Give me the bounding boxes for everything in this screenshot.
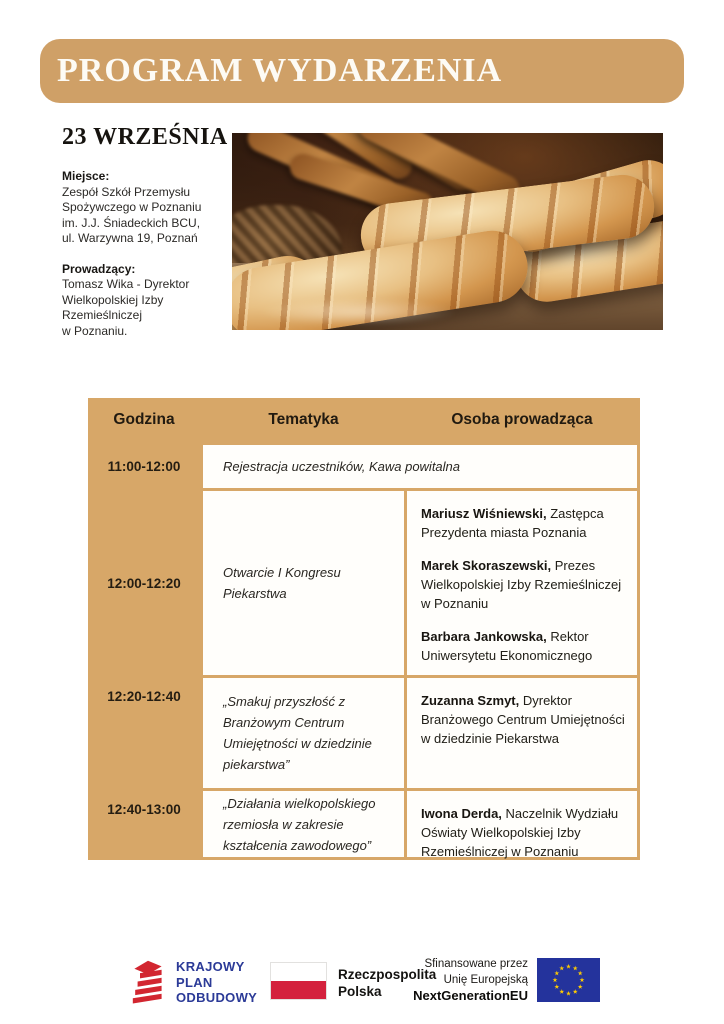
- speaker-entry: [421, 691, 625, 748]
- location-block: [62, 169, 234, 247]
- poland-line: Rzeczpospolita: [338, 967, 437, 982]
- eu-line: Unię Europejską: [443, 974, 528, 986]
- location-line: Zespół Szkół Przemysłu: [62, 184, 191, 199]
- kpo-line: KRAJOWY: [176, 959, 245, 974]
- kpo-logo-icon: [128, 956, 168, 1004]
- host-line: w Poznaniu.: [62, 323, 128, 338]
- speaker-entry: [421, 556, 625, 613]
- kpo-line: PLAN: [176, 974, 213, 990]
- poland-line: Polska: [338, 984, 382, 999]
- speaker-role: Dyrektor Branżowego Centrum Umiejętności w dziedzinie Piekarstwa: [421, 693, 625, 746]
- column-header-topic: Tematyka: [268, 411, 339, 428]
- location-line: Spożywczego w Poznaniu: [62, 200, 202, 214]
- eu-flag: [537, 958, 600, 1002]
- speaker-name: Zuzanna Szmyt,: [421, 693, 520, 708]
- speaker-role: Naczelnik Wydziału Oświaty Wielkopolskiej Izby Rzemieślniczej w Poznaniu: [421, 806, 619, 859]
- table-row-topic: Rejestracja uczestników, Kawa powitalna: [203, 445, 637, 488]
- column-header-time: Godzina: [113, 411, 175, 428]
- host-line: Tomasz Wika - Dyrektor: [62, 277, 190, 291]
- bread-photo: [232, 133, 663, 330]
- table-row-speakers: [407, 678, 637, 788]
- table-row-speakers: [407, 791, 637, 857]
- speaker-role: Rektor Uniwersytetu Ekonomicznego: [421, 629, 593, 663]
- table-row-time: 12:20-12:40: [107, 689, 181, 704]
- event-date: 23 WRZEŚNIA: [62, 124, 228, 150]
- speaker-name: Barbara Jankowska,: [421, 629, 547, 644]
- table-row-topic: Otwarcie I Kongresu Piekarstwa: [203, 491, 404, 675]
- speaker-entry: [421, 804, 625, 861]
- host-line: Rzemieślniczej: [62, 308, 143, 322]
- table-row-time: 12:40-13:00: [107, 802, 181, 817]
- header-banner: [40, 39, 684, 103]
- speaker-name: Mariusz Wiśniewski,: [421, 506, 547, 521]
- speaker-name: Marek Skoraszewski,: [421, 558, 552, 573]
- speaker-entry: [421, 627, 625, 665]
- event-info: [62, 124, 234, 354]
- kpo-line: ODBUDOWY: [176, 990, 258, 1005]
- location-line: im. J.J. Śniadeckich BCU,: [62, 215, 201, 230]
- host-label: Prowadzący:: [62, 261, 136, 276]
- table-row-topic: „Smakuj przyszłość z Branżowym Centrum Umiejętności w dziedzinie piekarstwa”: [203, 678, 404, 788]
- host-block: [62, 262, 234, 340]
- location-line: ul. Warzywna 19, Poznań: [62, 231, 198, 245]
- eu-funding-text: [360, 956, 528, 1004]
- eu-line: Sfinansowane przez: [424, 958, 528, 970]
- table-row-speakers: [407, 491, 637, 675]
- table-row-time: 12:00-12:20: [107, 575, 181, 591]
- flour-dust: [258, 298, 458, 326]
- page-title: PROGRAM WYDARZENIA: [57, 52, 503, 89]
- eu-line-nextgeneration: NextGenerationEU: [413, 988, 528, 1003]
- schedule-table: [88, 398, 640, 860]
- location-label: Miejsce:: [62, 169, 110, 183]
- speaker-role: Zastępca Prezydenta miasta Poznania: [421, 506, 604, 540]
- table-row-topic: „Działania wielkopolskiego rzemiosła w zakresie kształcenia zawodowego”: [203, 791, 404, 857]
- kpo-logo-text: [176, 959, 257, 1006]
- column-header-speaker: Osoba prowadząca: [451, 411, 593, 428]
- host-line: Wielkopolskiej Izby: [62, 292, 164, 307]
- table-row-time: 11:00-12:00: [107, 459, 181, 474]
- poland-flag: [270, 962, 327, 1000]
- speaker-entry: [421, 504, 625, 542]
- speaker-name: Iwona Derda,: [421, 806, 502, 821]
- speaker-role: Prezes Wielkopolskiej Izby Rzemieślniczej w Poznaniu: [421, 558, 622, 611]
